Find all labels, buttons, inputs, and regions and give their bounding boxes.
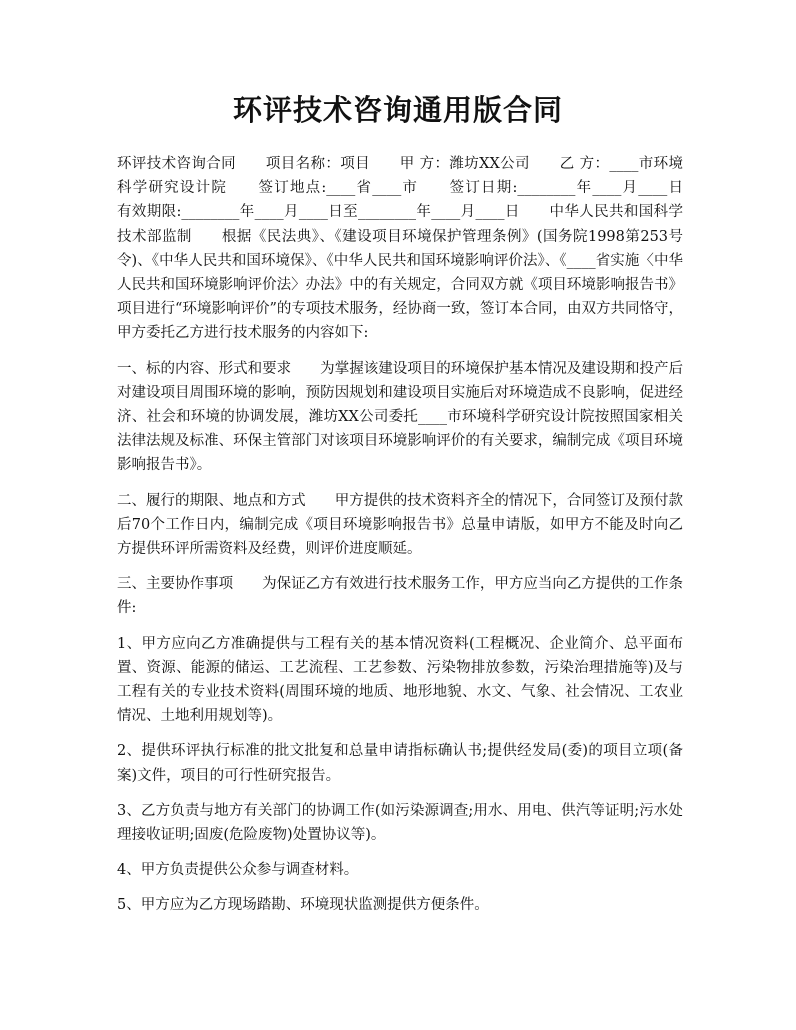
paragraph-section-3: 三、主要协作事项 为保证乙方有效进行技术服务工作，甲方应当向乙方提供的工作条件: (117, 576, 683, 617)
document-body (117, 152, 712, 929)
paragraph-section-2: 二、履行的期限、地点和方式 甲方提供的技术资料齐全的情况下，合同签订及预付款后70个工作日内，编制完成《项目环境影响报告书》总量申请版，如甲方不能及时向乙方提供环评所需资料及经费，则评价进度顺延。 (117, 492, 683, 558)
paragraph-preamble: 环评技术咨询合同 项目名称：项目 甲 方：潍坊XX公司 乙 方：____市环境科学研究设计院 签订地点:____省____市 签订日期:________年____月____日 有效期限:________年____月____日至________年____月____日 中华人民共和国科学技术部监制 根据《民法典》、《建设项目环境保护管理条例》(国务院1998第253号令)、《中华人民共和国环境保》、《中华人民共和国环境影响评价法》、《____省实施〈中华人民共和国环境影响评价法〉办法》中的有关规定，合同双方就《项目环境影响报告书》项目进行“环境影响评价”的专项技术服务，经协商一致，签订本合同，由双方共同恪守，甲方委托乙方进行技术服务的内容如下: (117, 156, 712, 342)
document-title: 环评技术咨询通用版合同 (232, 93, 563, 127)
paragraph-item-4: 4、甲方负责提供公众参与调查材料。 (117, 862, 359, 879)
paragraph-item-5: 5、甲方应为乙方现场踏勘、环境现状监测提供方便条件。 (117, 897, 489, 914)
paragraph-section-1: 一、标的内容、形式和要求 为掌握该建设项目的环境保护基本情况及建设期和投产后对建设项目周围环境的影响，预防因规划和建设项目实施后对环境造成不良影响，促进经济、社会和环境的协调发展，潍坊XX公司委托____市环境科学研究设计院按照国家相关法律法规及标准、环保主管部门对该项目环境影响评价的有关要求，编制完成《项目环境影响报告书》。 (117, 360, 683, 474)
paragraph-item-3: 3、乙方负责与地方有关部门的协调工作(如污染源调查;用水、用电、供汽等证明;污水处理接收证明;固废(危险废物)处置协议等)。 (117, 802, 683, 844)
paragraph-item-2: 2、提供环评执行标准的批文批复和总量申请指标确认书;提供经发局(委)的项目立项(备案)文件，项目的可行性研究报告。 (117, 743, 683, 784)
paragraph-item-1: 1、甲方应向乙方准确提供与工程有关的基本情况资料(工程概况、企业简介、总平面布置、资源、能源的储运、工艺流程、工艺参数、污染物排放参数，污染治理措施等)及与工程有关的专业技术资料(周围环境的地质、地形地貌、水文、气象、社会情况、工农业情况、土地利用规划等)。 (117, 635, 683, 725)
